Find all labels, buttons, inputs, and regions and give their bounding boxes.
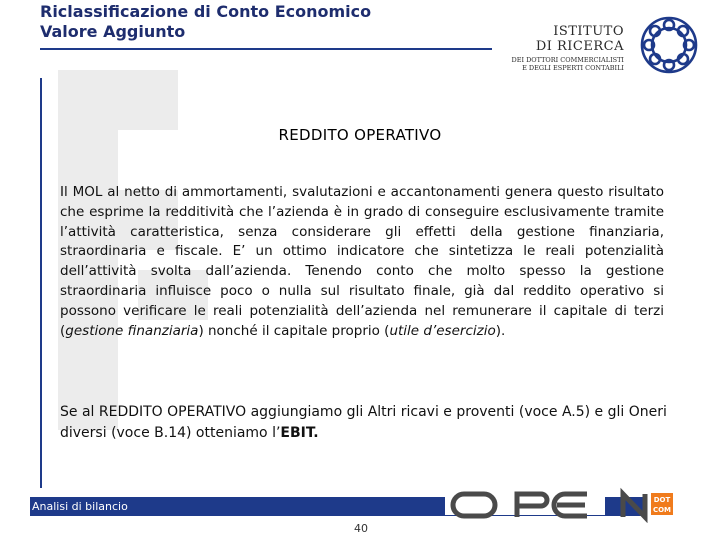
badge-bottom-text: COM xyxy=(652,506,672,514)
paragraph-run: ) nonché il capitale proprio ( xyxy=(198,322,390,339)
paragraph-reddito-operativo xyxy=(60,183,664,341)
page-title-line1: Riclassificazione di Conto Economico xyxy=(40,2,372,21)
section-heading: REDDITO OPERATIVO xyxy=(278,126,442,144)
italic-term: gestione finanziaria xyxy=(65,322,199,339)
logo-line2: DI RICERCA xyxy=(535,39,624,54)
paragraph-run: ). xyxy=(495,322,506,339)
paragraph-ebit-bold: EBIT. xyxy=(280,425,319,441)
page-title-line2: Valore Aggiunto xyxy=(40,22,186,41)
header-divider xyxy=(40,48,492,50)
open-brand-logo xyxy=(445,483,673,523)
paragraph-ebit-text: Se al REDDITO OPERATIVO aggiungiamo gli Altri ricavi e proventi (voce A.5) e gli Oneri diversi (voce B.14) otteniamo l’ xyxy=(60,404,667,441)
logo-line3: DEI DOTTORI COMMERCIALISTI xyxy=(511,56,624,64)
institute-logo-text xyxy=(502,24,624,72)
page-number: 40 xyxy=(354,522,368,535)
page-title xyxy=(40,2,371,42)
institute-logo xyxy=(502,14,720,84)
badge-top-text: DOT xyxy=(653,496,671,504)
footer-label: Analisi di bilancio xyxy=(32,500,128,513)
logo-line1: ISTITUTO xyxy=(553,24,624,39)
paragraph-ebit xyxy=(60,402,670,444)
italic-term: utile d’esercizio xyxy=(389,322,496,339)
paragraph-run: Il MOL al netto di ammortamenti, svalutazioni e accantonamenti genera questo risultato che esprime la redditività che l’azienda è in grado di conseguire esclusivamente tramite l’attività caratteristica, senza considerare gli effetti della gestione finanziaria, straordinaria e fiscale. E’ un ottimo indicatore che sintetizza le reali potenzialità dell’attività svolta dall’azienda. Tenendo conto che molto spesso la gestione straordinaria influisce poco o nulla sul risultato finale, già dal reddito operativo si possono verificare le reali potenzialità dell’azienda nel remunerare il capitale di terzi ( xyxy=(60,184,664,339)
institute-emblem-icon xyxy=(638,14,700,76)
logo-line4: E DEGLI ESPERTI CONTABILI xyxy=(522,64,624,72)
